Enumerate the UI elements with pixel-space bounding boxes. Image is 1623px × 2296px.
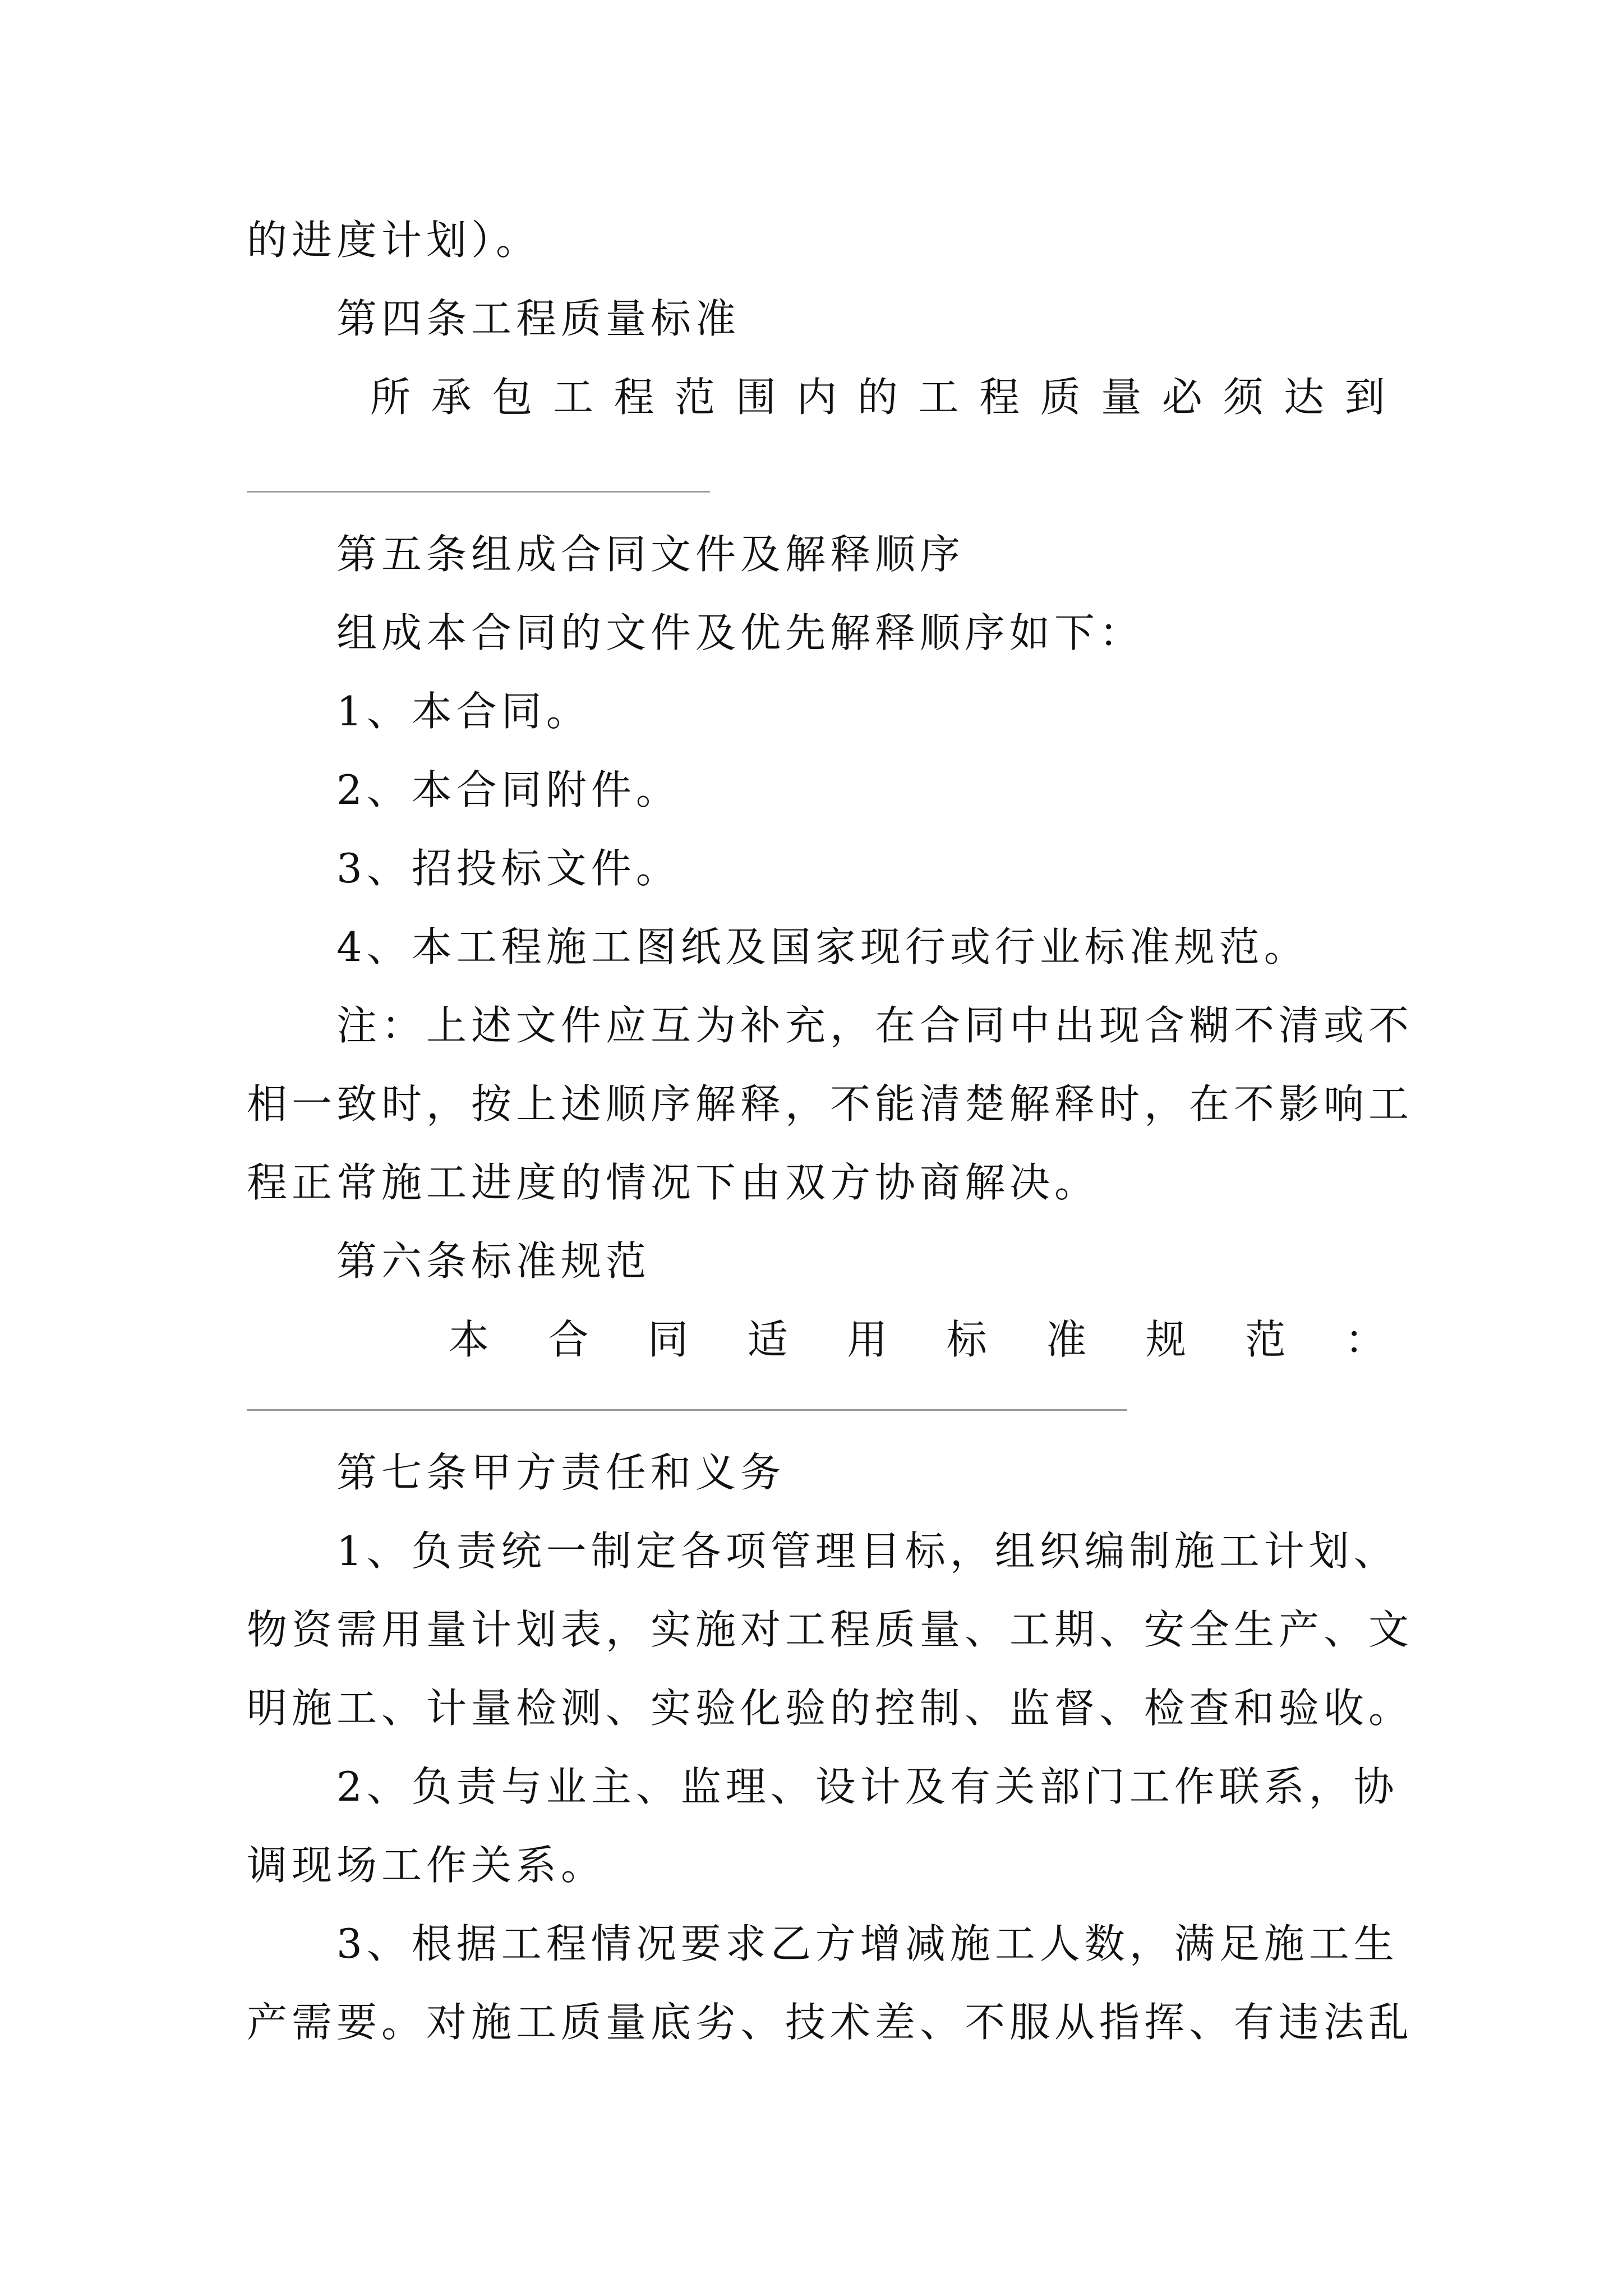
list-item: 3、招投标文件。	[336, 845, 681, 892]
char: 承	[431, 374, 472, 421]
paragraph-line: 调现场工作关系。	[247, 1842, 606, 1889]
char: 范	[675, 374, 716, 421]
char: 必	[1161, 374, 1202, 421]
section-heading-7: 第七条甲方责任和义务	[336, 1449, 786, 1496]
section-heading-5: 第五条组成合同文件及解释顺序	[336, 531, 965, 578]
char: 准	[1046, 1316, 1087, 1363]
note-line: 相一致时，按上述顺序解释，不能清楚解释时，在不影响工	[247, 1080, 1414, 1128]
paragraph-line: 产需要。对施工质量底劣、技术差、不服从指挥、有违法乱	[247, 1999, 1414, 2046]
char: 包	[492, 374, 533, 421]
blank-fill-line	[247, 491, 710, 493]
char: 围	[735, 374, 776, 421]
char: 所	[370, 374, 411, 421]
blank-fill-line	[247, 1409, 1127, 1411]
section-heading-6: 第六条标准规范	[336, 1237, 651, 1285]
char: 工	[552, 374, 593, 421]
char: 质	[1040, 374, 1081, 421]
standards-line	[449, 1312, 1385, 1368]
char: 合	[548, 1316, 589, 1363]
list-item: 4、本工程施工图纸及国家现行或行业标准规范。	[336, 923, 1309, 970]
char: 范	[1245, 1316, 1286, 1363]
char: 内	[796, 374, 837, 421]
paragraph-line: 明施工、计量检测、实验化验的控制、监督、检查和验收。	[247, 1685, 1414, 1732]
char: 工	[918, 374, 959, 421]
char: ：	[1344, 1316, 1385, 1363]
quality-standard-line	[370, 369, 1385, 425]
paragraph-line: 2、负责与业主、监理、设计及有关部门工作联系，协	[336, 1763, 1399, 1810]
note-line: 注：上述文件应互为补充，在合同中出现含糊不清或不	[336, 1002, 1414, 1049]
char: 量	[1101, 374, 1142, 421]
paragraph-line: 1、负责统一制定各项管理目标，组织编制施工计划、	[336, 1527, 1399, 1575]
char: 达	[1284, 374, 1325, 421]
paragraph-line: 物资需用量计划表，实施对工程质量、工期、安全生产、文	[247, 1606, 1414, 1653]
note-line: 程正常施工进度的情况下由双方协商解决。	[247, 1159, 1100, 1206]
char: 适	[747, 1316, 788, 1363]
paragraph-line: 的进度计划）。	[247, 217, 541, 264]
char: 用	[847, 1316, 888, 1363]
char: 程	[614, 374, 654, 421]
paragraph-line: 组成本合同的文件及优先解释顺序如下：	[336, 609, 1145, 656]
paragraph-line: 3、根据工程情况要求乙方增减施工人数，满足施工生	[336, 1920, 1399, 1967]
char: 标	[946, 1316, 987, 1363]
char: 本	[449, 1316, 490, 1363]
list-item: 2、本合同附件。	[336, 766, 681, 813]
char: 规	[1145, 1316, 1186, 1363]
char: 的	[857, 374, 898, 421]
char: 到	[1344, 374, 1385, 421]
char: 同	[648, 1316, 689, 1363]
section-heading-4: 第四条工程质量标准	[336, 295, 741, 342]
char: 程	[979, 374, 1020, 421]
char: 须	[1223, 374, 1264, 421]
list-item: 1、本合同。	[336, 688, 591, 735]
